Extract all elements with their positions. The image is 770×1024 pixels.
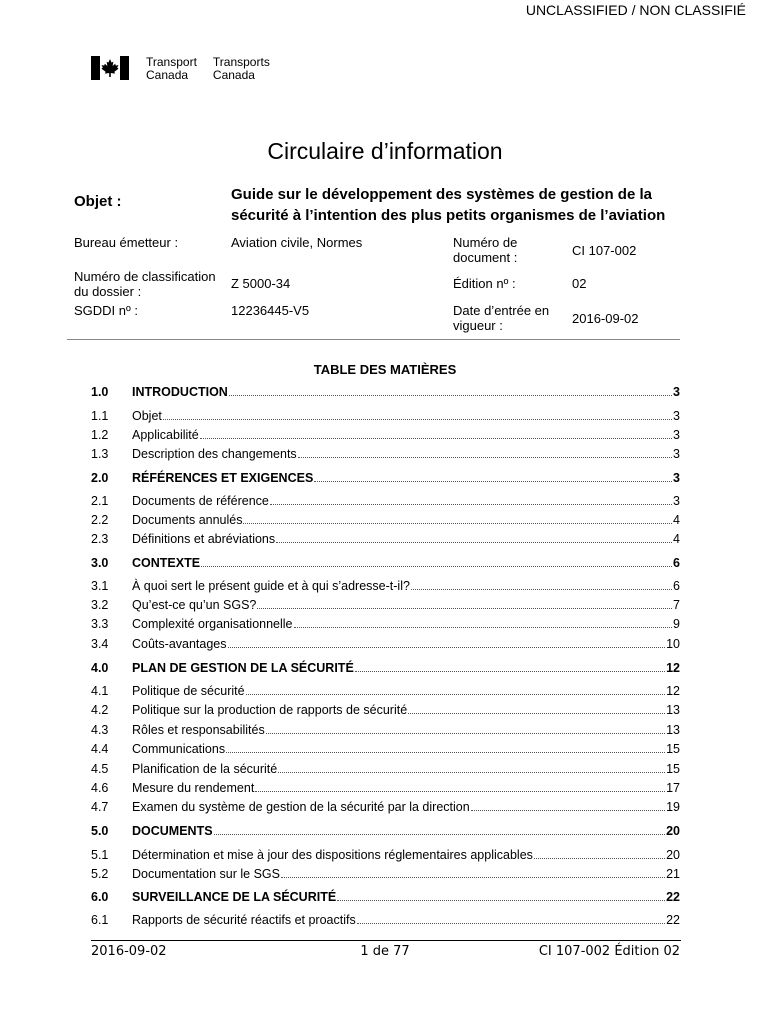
- dept-name-en: Transport Canada: [146, 55, 197, 82]
- toc-entry-title: Description des changements: [132, 447, 297, 461]
- toc-entry[interactable]: [0, 636, 770, 652]
- toc-entry-title: RÉFÉRENCES ET EXIGENCES: [132, 471, 314, 485]
- toc-entry-title: Qu’est-ce qu’un SGS?: [132, 598, 257, 612]
- toc-entry-page: 6: [673, 579, 680, 593]
- toc-entry-page: 3: [673, 409, 680, 423]
- edition-label: Édition nº :: [453, 276, 516, 291]
- date-value: 2016-09-02: [572, 311, 639, 326]
- toc-entry[interactable]: [0, 512, 770, 528]
- sgddi-value: 12236445-V5: [231, 303, 310, 318]
- toc-entry-body: [132, 889, 680, 905]
- toc-entry-title: Politique sur la production de rapports de sécurité: [132, 703, 408, 717]
- toc-leader-dots: [266, 722, 665, 734]
- toc-entry-page: 15: [666, 742, 680, 756]
- transport-canada-logo: [91, 56, 270, 82]
- toc-entry-body: [132, 636, 680, 652]
- toc-entry-page: 10: [666, 637, 680, 651]
- toc-entry-body: [132, 683, 680, 699]
- toc-entry-page: 7: [673, 598, 680, 612]
- toc-entry[interactable]: [0, 722, 770, 738]
- toc-entry-title: Politique de sécurité: [132, 684, 245, 698]
- canada-flag-icon: [91, 56, 129, 80]
- toc-leader-dots: [411, 578, 672, 590]
- toc-entry[interactable]: [0, 660, 770, 676]
- toc-leader-dots: [298, 446, 672, 458]
- toc-entry-title: PLAN DE GESTION DE LA SÉCURITÉ: [132, 661, 354, 675]
- toc-entry-page: 17: [666, 781, 680, 795]
- toc-leader-dots: [226, 741, 665, 753]
- toc-entry-body: [132, 512, 680, 528]
- toc-entry-body: [132, 616, 680, 632]
- toc-entry-number: 3.1: [91, 579, 109, 593]
- classification-value: Z 5000-34: [231, 276, 291, 291]
- toc-entry-number: 3.0: [91, 556, 109, 570]
- toc-entry-title: Communications: [132, 742, 226, 756]
- objet-text: Guide sur le développement des systèmes de gestion de la sécurité à l’intention des plus petits organismes de l’aviation: [231, 186, 666, 224]
- toc-leader-dots: [314, 470, 672, 482]
- toc-leader-dots: [243, 512, 672, 524]
- toc-entry-title: Complexité organisationnelle: [132, 617, 293, 631]
- toc-entry-number: 1.2: [91, 428, 109, 442]
- toc-entry-number: 5.0: [91, 824, 109, 838]
- toc-entry[interactable]: [0, 912, 770, 928]
- bureau-label: Bureau émetteur :: [74, 235, 179, 250]
- toc-entry-number: 2.2: [91, 513, 109, 527]
- toc-entry[interactable]: [0, 616, 770, 632]
- toc-entry-title: Mesure du rendement: [132, 781, 255, 795]
- toc-entry-number: 1.3: [91, 447, 109, 461]
- toc-leader-dots: [201, 555, 672, 567]
- toc-entry[interactable]: [0, 384, 770, 400]
- toc-entry-page: 12: [666, 684, 680, 698]
- toc-entry-body: [132, 866, 680, 882]
- toc-entry-body: [132, 722, 680, 738]
- toc-entry-title: Documents de référence: [132, 494, 269, 508]
- toc-entry[interactable]: [0, 761, 770, 777]
- footer-date: 2016-09-02: [91, 944, 167, 959]
- toc-leader-dots: [229, 384, 672, 396]
- toc-leader-dots: [534, 847, 665, 859]
- toc-entry-body: [132, 660, 680, 676]
- toc-entry-number: 3.3: [91, 617, 109, 631]
- toc-entry[interactable]: [0, 446, 770, 462]
- toc-entry-title: Examen du système de gestion de la sécurité par la direction: [132, 800, 470, 814]
- toc-entry-body: [132, 780, 680, 796]
- dept-name-fr: Transports Canada: [212, 55, 270, 82]
- toc-entry-number: 5.2: [91, 867, 109, 881]
- toc-entry-body: [132, 847, 680, 863]
- toc-leader-dots: [408, 702, 665, 714]
- toc-entry-body: [132, 799, 680, 815]
- toc-entry-page: 20: [666, 848, 680, 862]
- toc-entry[interactable]: [0, 823, 770, 839]
- toc-entry[interactable]: [0, 780, 770, 796]
- toc-leader-dots: [281, 866, 665, 878]
- toc-heading: TABLE DES MATIÈRES: [313, 362, 457, 377]
- toc-entry-number: 4.7: [91, 800, 109, 814]
- toc-entry[interactable]: [0, 408, 770, 424]
- toc-entry-body: [132, 823, 680, 839]
- date-label: Date d’entrée en vigueur :: [453, 303, 550, 333]
- toc-entry-number: 2.1: [91, 494, 109, 508]
- toc-leader-dots: [337, 889, 665, 901]
- toc-entry-page: 3: [673, 494, 680, 508]
- toc-entry-title: CONTEXTE: [132, 556, 201, 570]
- toc-entry-page: 3: [673, 447, 680, 461]
- toc-leader-dots: [278, 761, 665, 773]
- toc-entry-number: 3.4: [91, 637, 109, 651]
- footer-document-id: CI 107-002 Édition 02: [538, 944, 680, 959]
- toc-entry-page: 9: [673, 617, 680, 631]
- toc-entry[interactable]: [0, 847, 770, 863]
- toc-leader-dots: [255, 780, 665, 792]
- toc-entry-number: 1.0: [91, 385, 109, 399]
- toc-entry-title: Rapports de sécurité réactifs et proactifs: [132, 913, 356, 927]
- toc-entry-page: 3: [673, 471, 680, 485]
- toc-entry[interactable]: [0, 597, 770, 613]
- toc-entry-number: 5.1: [91, 848, 109, 862]
- numero-doc-label: Numéro de document :: [453, 235, 518, 265]
- toc-entry-number: 2.0: [91, 471, 109, 485]
- toc-leader-dots: [294, 616, 673, 628]
- toc-entry[interactable]: [0, 493, 770, 509]
- toc-entry-body: [132, 597, 680, 613]
- toc-entry-body: [132, 578, 680, 594]
- toc-entry-title: À quoi sert le présent guide et à qui s’adresse-t-il?: [132, 579, 410, 593]
- toc-entry-number: 4.2: [91, 703, 109, 717]
- toc-entry-page: 21: [666, 867, 680, 881]
- toc-entry-page: 12: [666, 661, 680, 675]
- toc-entry-number: 1.1: [91, 409, 109, 423]
- toc-entry[interactable]: [0, 555, 770, 571]
- toc-entry-page: 20: [666, 824, 680, 838]
- toc-leader-dots: [276, 531, 672, 543]
- toc-entry-title: Documentation sur le SGS: [132, 867, 280, 881]
- toc-entry-body: [132, 761, 680, 777]
- toc-leader-dots: [200, 427, 672, 439]
- toc-leader-dots: [270, 493, 672, 505]
- toc-entry[interactable]: [0, 799, 770, 815]
- numero-doc-value: CI 107-002: [572, 243, 637, 258]
- toc-leader-dots: [471, 799, 665, 811]
- document-title: Circulaire d’information: [267, 138, 503, 164]
- footer-divider: [91, 940, 681, 941]
- toc-entry-body: [132, 427, 680, 443]
- footer-page-number: 1 de 77: [360, 944, 410, 959]
- toc-entry[interactable]: [0, 741, 770, 757]
- toc-entry[interactable]: [0, 470, 770, 486]
- toc-entry-title: INTRODUCTION: [132, 385, 228, 399]
- toc-entry[interactable]: [0, 683, 770, 699]
- toc-entry-body: [132, 446, 680, 462]
- classification-label: Numéro de classification du dossier :: [74, 269, 216, 299]
- toc-entry-page: 15: [666, 762, 680, 776]
- toc-entry-number: 4.1: [91, 684, 109, 698]
- toc-entry-page: 3: [673, 385, 680, 399]
- toc-entry-title: Applicabilité: [132, 428, 199, 442]
- bureau-value: Aviation civile, Normes: [231, 235, 363, 250]
- toc-entry-number: 6.1: [91, 913, 109, 927]
- toc-leader-dots: [355, 660, 665, 672]
- objet-label: Objet :: [74, 193, 122, 210]
- toc-entry-title: Rôles et responsabilités: [132, 723, 265, 737]
- toc-entry[interactable]: [0, 531, 770, 547]
- toc-entry-number: 6.0: [91, 890, 109, 904]
- classification-label: UNCLASSIFIED / NON CLASSIFIÉ: [525, 2, 746, 18]
- toc-entry-body: [132, 493, 680, 509]
- toc-entry-body: [132, 470, 680, 486]
- toc-entry-title: Documents annulés: [132, 513, 243, 527]
- toc-leader-dots: [246, 683, 666, 695]
- toc-entry-body: [132, 408, 680, 424]
- toc-entry-page: 3: [673, 428, 680, 442]
- toc-entry-title: Définitions et abréviations: [132, 532, 276, 546]
- toc-entry-body: [132, 741, 680, 757]
- toc-entry-body: [132, 702, 680, 718]
- toc-entry-body: [132, 384, 680, 400]
- toc-entry-number: 4.6: [91, 781, 109, 795]
- toc-leader-dots: [214, 823, 666, 835]
- toc-entry-page: 4: [673, 532, 680, 546]
- toc-entry-number: 4.5: [91, 762, 109, 776]
- toc-leader-dots: [163, 408, 672, 420]
- header-divider: [67, 339, 680, 340]
- toc-entry[interactable]: [0, 889, 770, 905]
- toc-entry-title: Coûts-avantages: [132, 637, 227, 651]
- toc-entry-number: 4.0: [91, 661, 109, 675]
- toc-entry-title: Planification de la sécurité: [132, 762, 278, 776]
- toc-entry-page: 6: [673, 556, 680, 570]
- toc-entry-title: SURVEILLANCE DE LA SÉCURITÉ: [132, 890, 337, 904]
- toc-leader-dots: [357, 912, 665, 924]
- toc-entry-page: 19: [666, 800, 680, 814]
- toc-entry[interactable]: [0, 702, 770, 718]
- toc-entry-page: 22: [666, 913, 680, 927]
- toc-entry-body: [132, 531, 680, 547]
- sgddi-label: SGDDI nº :: [74, 303, 138, 318]
- toc-leader-dots: [257, 597, 672, 609]
- toc-entry-body: [132, 555, 680, 571]
- toc-entry-title: DOCUMENTS: [132, 824, 213, 838]
- toc-entry[interactable]: [0, 427, 770, 443]
- toc-entry-number: 3.2: [91, 598, 109, 612]
- toc-entry-number: 2.3: [91, 532, 109, 546]
- toc-entry[interactable]: [0, 866, 770, 882]
- toc-entry[interactable]: [0, 578, 770, 594]
- toc-entry-page: 13: [666, 723, 680, 737]
- toc-entry-page: 22: [666, 890, 680, 904]
- toc-entry-number: 4.3: [91, 723, 109, 737]
- toc-entry-body: [132, 912, 680, 928]
- toc-leader-dots: [228, 636, 666, 648]
- toc-entry-title: Détermination et mise à jour des dispositions réglementaires applicables: [132, 848, 533, 862]
- toc-entry-number: 4.4: [91, 742, 109, 756]
- toc-entry-page: 4: [673, 513, 680, 527]
- toc-entry-page: 13: [666, 703, 680, 717]
- edition-value: 02: [572, 276, 587, 291]
- toc-entry-title: Objet: [132, 409, 162, 423]
